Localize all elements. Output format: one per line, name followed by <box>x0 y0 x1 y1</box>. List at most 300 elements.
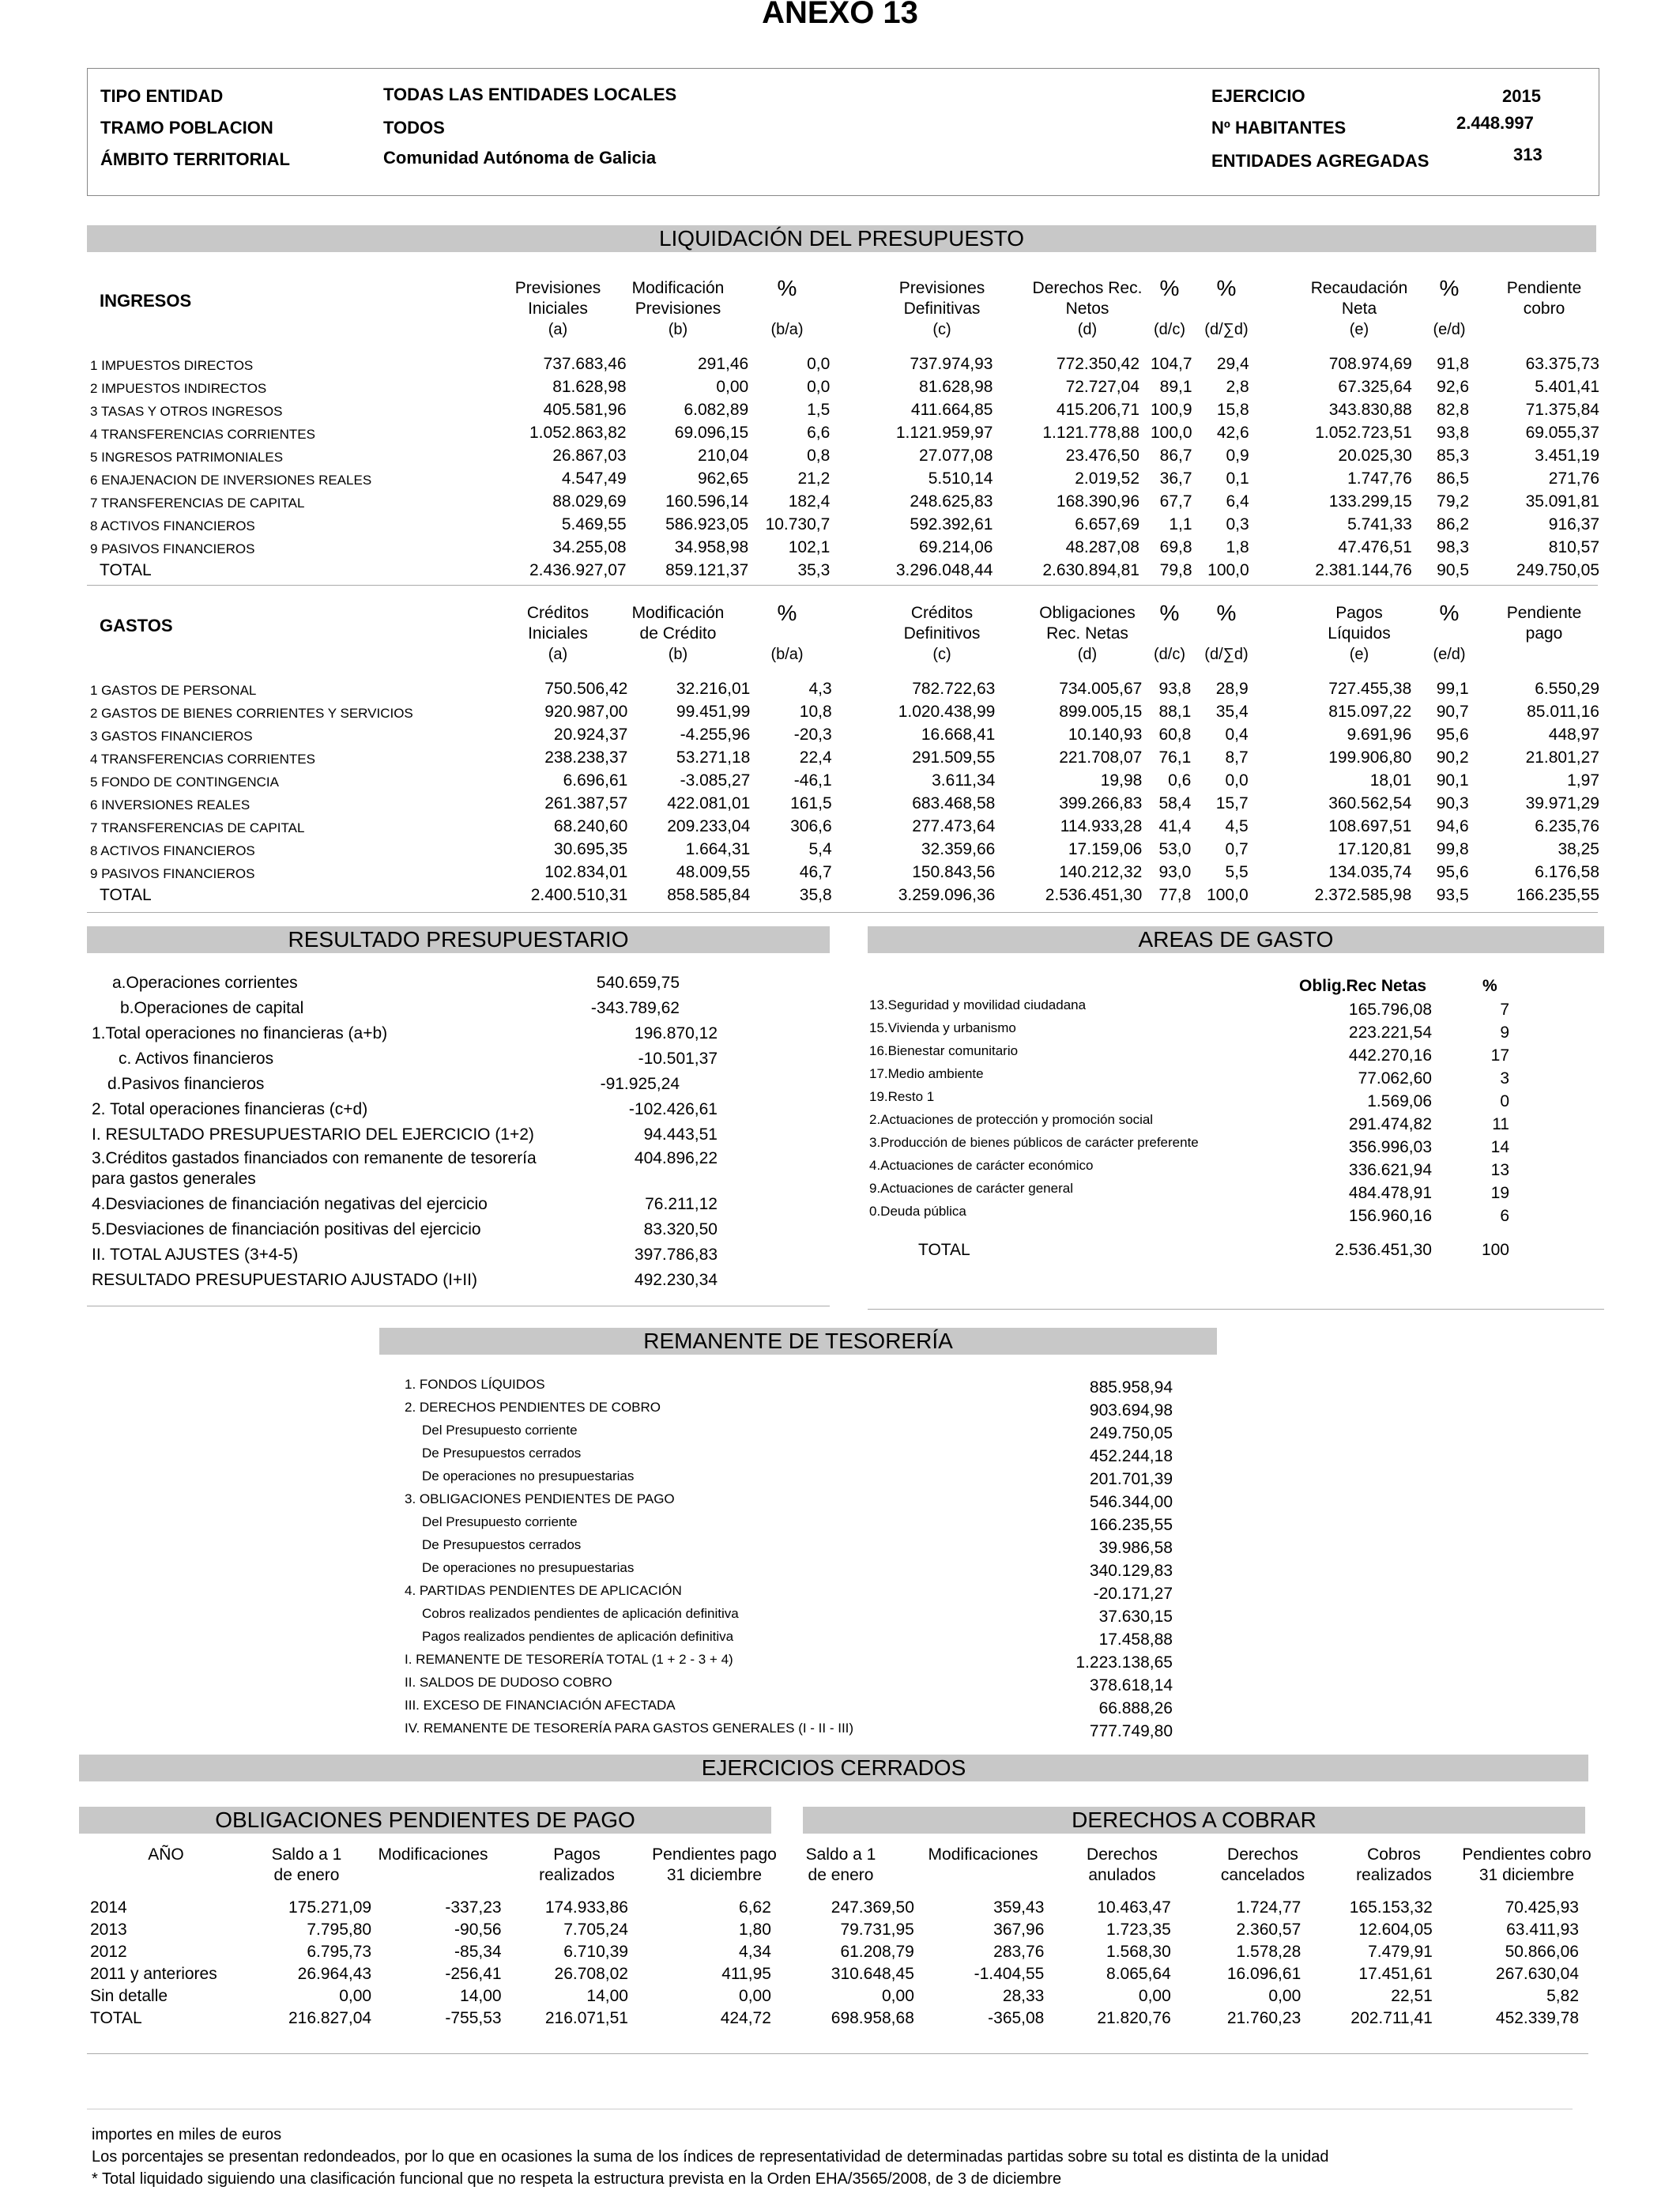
remanente-label: Cobros realizados pendientes de aplicación definitiva <box>422 1606 739 1621</box>
row-label: 5 FONDO DE CONTINGENCIA <box>90 775 279 790</box>
cell: 343.830,88 <box>1328 401 1412 419</box>
remanente-label: Del Presupuesto corriente <box>422 1423 578 1438</box>
cell: 168.390,96 <box>1056 492 1139 511</box>
col-header <box>1465 278 1623 319</box>
cell: 38,25 <box>1558 840 1599 858</box>
cell: 69,8 <box>1159 538 1192 556</box>
resultado-label: II. TOTAL AJUSTES (3+4-5) <box>92 1246 299 1264</box>
cell: 60,8 <box>1158 726 1192 744</box>
col-header-line1: % <box>1216 276 1237 300</box>
cell: 1,1 <box>1169 515 1192 533</box>
cell: 1.052.863,82 <box>529 424 627 442</box>
cell: 93,0 <box>1158 863 1192 881</box>
cell: 161,5 <box>790 794 832 812</box>
cell: 248.625,83 <box>910 492 993 511</box>
remanente-value: 340.129,83 <box>1089 1562 1173 1580</box>
cell: 734.005,67 <box>1059 680 1143 698</box>
row-label: 5 INGRESOS PATRIMONIALES <box>90 450 284 465</box>
cell: 0,00 <box>739 1987 771 2005</box>
tramo-label: TRAMO POBLACION <box>100 118 273 138</box>
cell: 7.795,80 <box>307 1921 372 1939</box>
col-header <box>1465 603 1623 644</box>
cell: 5.469,55 <box>561 515 627 533</box>
cell: 5,5 <box>1225 863 1249 881</box>
row-label: 3 TASAS Y OTROS INGRESOS <box>90 404 283 419</box>
cell: 30.695,35 <box>553 840 628 858</box>
cell: 28,9 <box>1215 680 1249 698</box>
cell: 261.387,57 <box>544 794 628 812</box>
col-header <box>1280 603 1438 663</box>
cell: 283,76 <box>993 1943 1045 1961</box>
resultado-label: a.Operaciones corrientes <box>112 974 298 992</box>
area-total-pct: 100 <box>1481 1241 1509 1259</box>
col-header-code: (d) <box>1077 646 1098 663</box>
cell: 271,76 <box>1548 469 1599 488</box>
cell: 39.971,29 <box>1525 794 1599 812</box>
area-label: 9.Actuaciones de carácter general <box>869 1181 1073 1196</box>
col-header <box>1008 278 1166 338</box>
resultado-value: -91.925,24 <box>600 1075 680 1093</box>
resultado-label: c. Activos financieros <box>119 1050 274 1068</box>
area-value: 165.796,08 <box>1348 1001 1432 1019</box>
col-header-line2: de Crédito <box>639 624 717 643</box>
cell: 2.372.585,98 <box>1314 886 1412 904</box>
col-header <box>599 278 757 338</box>
areas-col2: % <box>1482 977 1497 995</box>
cell: 94,6 <box>1436 817 1469 835</box>
cell: 63.411,93 <box>1506 1921 1579 1939</box>
area-value: 291.474,82 <box>1348 1115 1432 1133</box>
cell: 27.077,08 <box>919 447 993 465</box>
cell: 12.604,05 <box>1358 1921 1433 1939</box>
cell: 3.296.048,44 <box>895 561 993 579</box>
col-header-line2: 31 diciembre <box>666 1866 763 1884</box>
col-header-line1: Derechos <box>1087 1845 1158 1864</box>
cell: 5.401,41 <box>1535 378 1599 396</box>
note-rounding: Los porcentajes se presentan redondeados, por lo que en ocasiones la suma de los índices de representatividad de determinadas partidas sobre su total es distinta de la unidad <box>92 2148 1329 2166</box>
table-row <box>85 1940 1584 1962</box>
cell: 48.287,08 <box>1065 538 1139 556</box>
cell: 1.747,76 <box>1347 469 1412 488</box>
cell: 36,7 <box>1159 469 1192 488</box>
resultado-value: -102.426,61 <box>628 1100 718 1118</box>
col-header-line2: Definitivas <box>903 300 981 318</box>
cell: 47.476,51 <box>1338 538 1412 556</box>
cell: 50.866,06 <box>1505 1943 1579 1961</box>
cell: 2,8 <box>1226 378 1249 396</box>
cell: 216.071,51 <box>544 2009 628 2027</box>
row-label: 6 ENAJENACION DE INVERSIONES REALES <box>90 473 372 488</box>
cell: 81.628,98 <box>552 378 627 396</box>
cerrados-table <box>85 1895 1584 2028</box>
col-header <box>1146 276 1193 338</box>
cell: 415.206,71 <box>1056 401 1139 419</box>
cell: 4,3 <box>808 680 832 698</box>
cell: 140.212,32 <box>1059 863 1143 881</box>
ambito-label: ÁMBITO TERRITORIAL <box>100 149 290 169</box>
row-label: 2013 <box>90 1921 127 1939</box>
cell: 26.867,03 <box>552 447 627 465</box>
remanente-value: 17.458,88 <box>1098 1630 1173 1649</box>
cell: 1,97 <box>1567 771 1599 790</box>
remanente-value: 903.694,98 <box>1089 1401 1173 1419</box>
table-row <box>85 1917 1584 1940</box>
cell: 277.473,64 <box>912 817 996 835</box>
entidades-value: 313 <box>1513 145 1543 164</box>
col-header-line1: Modificación <box>631 279 725 297</box>
cell: 35,4 <box>1215 703 1249 721</box>
cell: 100,9 <box>1150 401 1192 419</box>
total-row <box>85 557 1604 580</box>
cell: 6.082,89 <box>684 401 749 419</box>
cell: 6.176,58 <box>1535 863 1599 881</box>
cell: 727.455,38 <box>1328 680 1412 698</box>
cell: 93,5 <box>1436 886 1469 904</box>
area-value: 336.621,94 <box>1348 1161 1432 1179</box>
cell: 93,8 <box>1158 680 1192 698</box>
row-label: 9 PASIVOS FINANCIEROS <box>90 541 255 556</box>
cell: 102,1 <box>788 538 831 556</box>
area-label: 13.Seguridad y movilidad ciudadana <box>869 997 1087 1012</box>
col-header-line1: Cobros <box>1367 1845 1421 1864</box>
col-header <box>763 276 811 338</box>
cell: 0,0 <box>1225 771 1249 790</box>
remanente-value: 166.235,55 <box>1089 1516 1173 1534</box>
cell: 71.375,84 <box>1525 401 1599 419</box>
resultado-value: 397.786,83 <box>634 1246 718 1264</box>
cell: 0,0 <box>807 378 831 396</box>
col-header-line1: Obligaciones <box>1039 604 1136 622</box>
col-header-line1: % <box>1159 601 1180 625</box>
cell: 26.964,43 <box>297 1965 372 1983</box>
area-pct: 0 <box>1500 1092 1509 1110</box>
col-header-code: (d/c) <box>1154 646 1185 663</box>
col-header-line1: Créditos <box>910 604 974 622</box>
table-row <box>85 676 1604 699</box>
remanente-label: II. SALDOS DE DUDOSO COBRO <box>405 1675 612 1690</box>
col-header <box>1203 601 1250 663</box>
col-header-line2: realizados <box>539 1866 615 1884</box>
table-row <box>85 534 1604 557</box>
resultado-label: RESULTADO PRESUPUESTARIO AJUSTADO (I+II) <box>92 1271 477 1289</box>
cell: 810,57 <box>1548 538 1599 556</box>
cell: 6.696,61 <box>563 771 628 790</box>
remanente-value: 885.958,94 <box>1089 1378 1173 1397</box>
table-row <box>85 1895 1584 1917</box>
row-label: 2 GASTOS DE BIENES CORRIENTES Y SERVICIOS <box>90 706 413 721</box>
table-row <box>85 813 1604 836</box>
cell: 46,7 <box>799 863 832 881</box>
cell: 70.425,93 <box>1505 1898 1579 1917</box>
cell: -755,53 <box>445 2009 502 2027</box>
col-header-line1: % <box>1439 276 1460 300</box>
table-row <box>85 1984 1584 2006</box>
cell: 32.216,01 <box>676 680 751 698</box>
cell: 88.029,69 <box>552 492 627 511</box>
remanente-label: Pagos realizados pendientes de aplicación definitiva <box>422 1629 734 1644</box>
resultado-label-2: para gastos generales <box>92 1170 256 1188</box>
area-value: 484.478,91 <box>1348 1184 1432 1202</box>
cell: 0,4 <box>1225 726 1249 744</box>
cell: 772.350,42 <box>1056 355 1139 373</box>
table-row <box>85 397 1604 420</box>
resultado-value: 76.211,12 <box>645 1195 718 1213</box>
cell: 0,3 <box>1226 515 1249 533</box>
cell: 0,0 <box>807 355 831 373</box>
areas-col1: Oblig.Rec Netas <box>1299 977 1427 995</box>
col-header-line2: Neta <box>1341 300 1377 318</box>
col-header <box>763 601 811 663</box>
cell: 6.657,69 <box>1075 515 1139 533</box>
cell: 21,2 <box>797 469 831 488</box>
cell: 1,8 <box>1226 538 1249 556</box>
cell: 2.436.927,07 <box>529 561 627 579</box>
cell: 4,5 <box>1225 817 1249 835</box>
cell: 399.266,83 <box>1059 794 1143 812</box>
cell: -3.085,27 <box>680 771 751 790</box>
areas-band: AREAS DE GASTO <box>868 926 1604 953</box>
area-total-value: 2.536.451,30 <box>1335 1241 1432 1259</box>
note-units: importes en miles de euros <box>92 2126 282 2143</box>
cell: 1,5 <box>807 401 831 419</box>
cell: 114.933,28 <box>1060 817 1143 835</box>
cell: 9.691,96 <box>1347 726 1412 744</box>
col-header-line1: Modificaciones <box>928 1845 1038 1864</box>
area-total-label: TOTAL <box>918 1241 970 1259</box>
cell: 0,00 <box>716 378 749 396</box>
cell: 69.096,15 <box>674 424 749 442</box>
col-header-line1: Pagos <box>1335 604 1383 622</box>
row-label: TOTAL <box>100 561 152 579</box>
remanente-value: -20.171,27 <box>1093 1585 1173 1603</box>
col-header-line2: de enero <box>808 1866 874 1884</box>
col-header-line2: pago <box>1525 624 1563 643</box>
col-header-line1: % <box>777 601 797 625</box>
cell: 6.795,73 <box>307 1943 372 1961</box>
area-pct: 7 <box>1500 1001 1509 1019</box>
obligaciones-band: OBLIGACIONES PENDIENTES DE PAGO <box>79 1807 771 1834</box>
cell: 0,00 <box>1268 1987 1301 2005</box>
area-label: 16.Bienestar comunitario <box>869 1043 1019 1058</box>
cell: 448,97 <box>1548 726 1599 744</box>
remanente-value: 1.223.138,65 <box>1075 1653 1173 1672</box>
cell: 592.392,61 <box>910 515 993 533</box>
col-header <box>599 603 757 663</box>
table-row <box>85 488 1604 511</box>
table-row <box>85 722 1604 745</box>
cell: 221.708,07 <box>1059 748 1143 767</box>
cell: 6.710,39 <box>563 1943 628 1961</box>
cell: 0,6 <box>1168 771 1192 790</box>
resultado-value: -10.501,37 <box>638 1050 718 1068</box>
cell: 35.091,81 <box>1525 492 1599 511</box>
col-header-line2: Iniciales <box>528 300 588 318</box>
cell: 86,5 <box>1437 469 1470 488</box>
remanente-value: 201.701,39 <box>1089 1470 1173 1488</box>
cell: 35,3 <box>797 561 831 579</box>
col-header-line1: Pendientes pago <box>652 1845 777 1864</box>
habitantes-label: Nº HABITANTES <box>1211 118 1347 138</box>
cell: 202.711,41 <box>1350 2009 1433 2027</box>
cell: 5.510,14 <box>928 469 993 488</box>
area-pct: 19 <box>1490 1184 1509 1202</box>
total-row <box>85 882 1604 905</box>
resultado-value: 404.896,22 <box>634 1149 718 1167</box>
cell: 247.369,50 <box>831 1898 914 1917</box>
col-header-code: (a) <box>548 321 568 338</box>
cell: 750.506,42 <box>544 680 628 698</box>
col-header-code: (d/∑d) <box>1204 646 1249 663</box>
cell: 411,95 <box>721 1965 771 1983</box>
table-row <box>85 466 1604 488</box>
gastos-title: GASTOS <box>100 616 173 635</box>
area-pct: 6 <box>1500 1207 1509 1225</box>
area-value: 156.960,16 <box>1348 1207 1432 1225</box>
area-pct: 9 <box>1500 1023 1509 1042</box>
gastos-table <box>85 676 1604 905</box>
cell: 267.630,04 <box>1495 1965 1579 1983</box>
row-label: 4 TRANSFERENCIAS CORRIENTES <box>90 752 315 767</box>
cell: 85,3 <box>1437 447 1470 465</box>
remanente-label: 1. FONDOS LÍQUIDOS <box>405 1377 545 1392</box>
cell: 14,00 <box>460 1987 502 2005</box>
ejercicio-value: 2015 <box>1502 86 1541 106</box>
row-label: TOTAL <box>90 2009 142 2027</box>
col-header-line2: Previsiones <box>635 300 721 318</box>
cell: 3.259.096,36 <box>898 886 996 904</box>
cell: 98,3 <box>1437 538 1470 556</box>
cell: 10.140,93 <box>1068 726 1143 744</box>
cell: 99.451,99 <box>676 703 751 721</box>
cell: -46,1 <box>793 771 832 790</box>
cell: 2.400.510,31 <box>530 886 628 904</box>
col-header-code: (e/d) <box>1433 321 1466 338</box>
table-row <box>85 745 1604 767</box>
cell: 20.025,30 <box>1338 447 1412 465</box>
table-row <box>85 374 1604 397</box>
table-row <box>85 767 1604 790</box>
cell: 210,04 <box>698 447 749 465</box>
cell: 85.011,16 <box>1527 703 1599 721</box>
cell: 858.585,84 <box>667 886 751 904</box>
cell: 10,8 <box>799 703 832 721</box>
area-value: 356.996,03 <box>1348 1138 1432 1156</box>
cell: 5,82 <box>1546 1987 1579 2005</box>
cell: 1.121.778,88 <box>1042 424 1139 442</box>
cell: 6,62 <box>739 1898 771 1917</box>
cell: 160.596,14 <box>665 492 749 511</box>
cell: 2.360,57 <box>1236 1921 1301 1939</box>
col-header-line1: Créditos <box>526 604 590 622</box>
area-pct: 3 <box>1500 1069 1509 1088</box>
area-label: 19.Resto 1 <box>869 1089 935 1104</box>
remanente-label: De operaciones no presupuestarias <box>422 1560 635 1575</box>
cell: 737.683,46 <box>543 355 627 373</box>
cell: 1.052.723,51 <box>1315 424 1412 442</box>
ingresos-table <box>85 351 1604 580</box>
cell: 18,01 <box>1369 771 1412 790</box>
row-label: 2012 <box>90 1943 127 1961</box>
cell: 34.255,08 <box>552 538 627 556</box>
col-header-line1: Previsiones <box>514 279 601 297</box>
cell: 88,1 <box>1158 703 1192 721</box>
remanente-label: I. REMANENTE DE TESORERÍA TOTAL (1 + 2 - 3 + 4) <box>405 1652 733 1667</box>
cell: 100,0 <box>1150 424 1192 442</box>
cell: 920.987,00 <box>544 703 628 721</box>
cell: 0,8 <box>807 447 831 465</box>
cell: 2.019,52 <box>1075 469 1139 488</box>
cell: 405.581,96 <box>543 401 627 419</box>
col-header <box>1146 601 1193 663</box>
cell: 2.536.451,30 <box>1045 886 1143 904</box>
remanente-value: 66.888,26 <box>1098 1699 1173 1717</box>
cell: 1.020.438,99 <box>898 703 996 721</box>
col-header-line1: Recaudación <box>1310 279 1408 297</box>
resultado-value: 540.659,75 <box>596 974 680 992</box>
cell: -256,41 <box>445 1965 502 1983</box>
cell: 29,4 <box>1216 355 1249 373</box>
cell: 10.463,47 <box>1097 1898 1171 1917</box>
cell: 683.468,58 <box>912 794 996 812</box>
col-header-line1: Pendiente <box>1506 279 1582 297</box>
cell: 3.451,19 <box>1535 447 1599 465</box>
area-pct: 14 <box>1490 1138 1509 1156</box>
cell: 859.121,37 <box>665 561 749 579</box>
col-header-code: (b) <box>668 646 688 663</box>
area-value: 77.062,60 <box>1358 1069 1432 1088</box>
cell: 411.664,85 <box>910 401 993 419</box>
cell: 0,1 <box>1226 469 1249 488</box>
area-label: 17.Medio ambiente <box>869 1066 984 1081</box>
col-header-line1: Derechos <box>1227 1845 1298 1864</box>
table-row <box>85 790 1604 813</box>
resultado-band: RESULTADO PRESUPUESTARIO <box>87 926 830 953</box>
cell: 90,7 <box>1436 703 1469 721</box>
cell: 916,37 <box>1548 515 1599 533</box>
cell: 17.120,81 <box>1337 840 1412 858</box>
col-header-code: (c) <box>932 646 951 663</box>
area-label: 15.Vivienda y urbanismo <box>869 1020 1016 1035</box>
table-row <box>85 420 1604 443</box>
cell: 1.723,35 <box>1106 1921 1171 1939</box>
remanente-value: 452.244,18 <box>1089 1447 1173 1465</box>
remanente-value: 546.344,00 <box>1089 1493 1173 1511</box>
resultado-value: 196.870,12 <box>634 1024 718 1042</box>
table-row <box>85 699 1604 722</box>
cell: -90,56 <box>454 1921 502 1939</box>
cell: 34.958,98 <box>674 538 749 556</box>
resultado-label: b.Operaciones de capital <box>120 999 304 1017</box>
col-header-line2: 31 diciembre <box>1478 1866 1575 1884</box>
cell: 249.750,05 <box>1516 561 1599 579</box>
col-header-line2: de enero <box>273 1866 340 1884</box>
cell: 0,9 <box>1226 447 1249 465</box>
cell: 81.628,98 <box>919 378 993 396</box>
area-pct: 11 <box>1492 1115 1509 1133</box>
col-header-line2: Líquidos <box>1328 624 1391 643</box>
col-header-code: (d/∑d) <box>1204 321 1249 338</box>
cell: 22,51 <box>1391 1987 1433 2005</box>
col-header-line2: Definitivos <box>903 624 981 643</box>
cell: 17.159,06 <box>1068 840 1143 858</box>
cell: 100,0 <box>1207 561 1249 579</box>
cell: 67.325,64 <box>1338 378 1412 396</box>
col-header-code: (e) <box>1349 321 1369 338</box>
cell: 1,80 <box>739 1921 771 1939</box>
cell: 150.843,56 <box>912 863 996 881</box>
cell: -365,08 <box>988 2009 1045 2027</box>
col-header-line2: anulados <box>1088 1866 1156 1884</box>
